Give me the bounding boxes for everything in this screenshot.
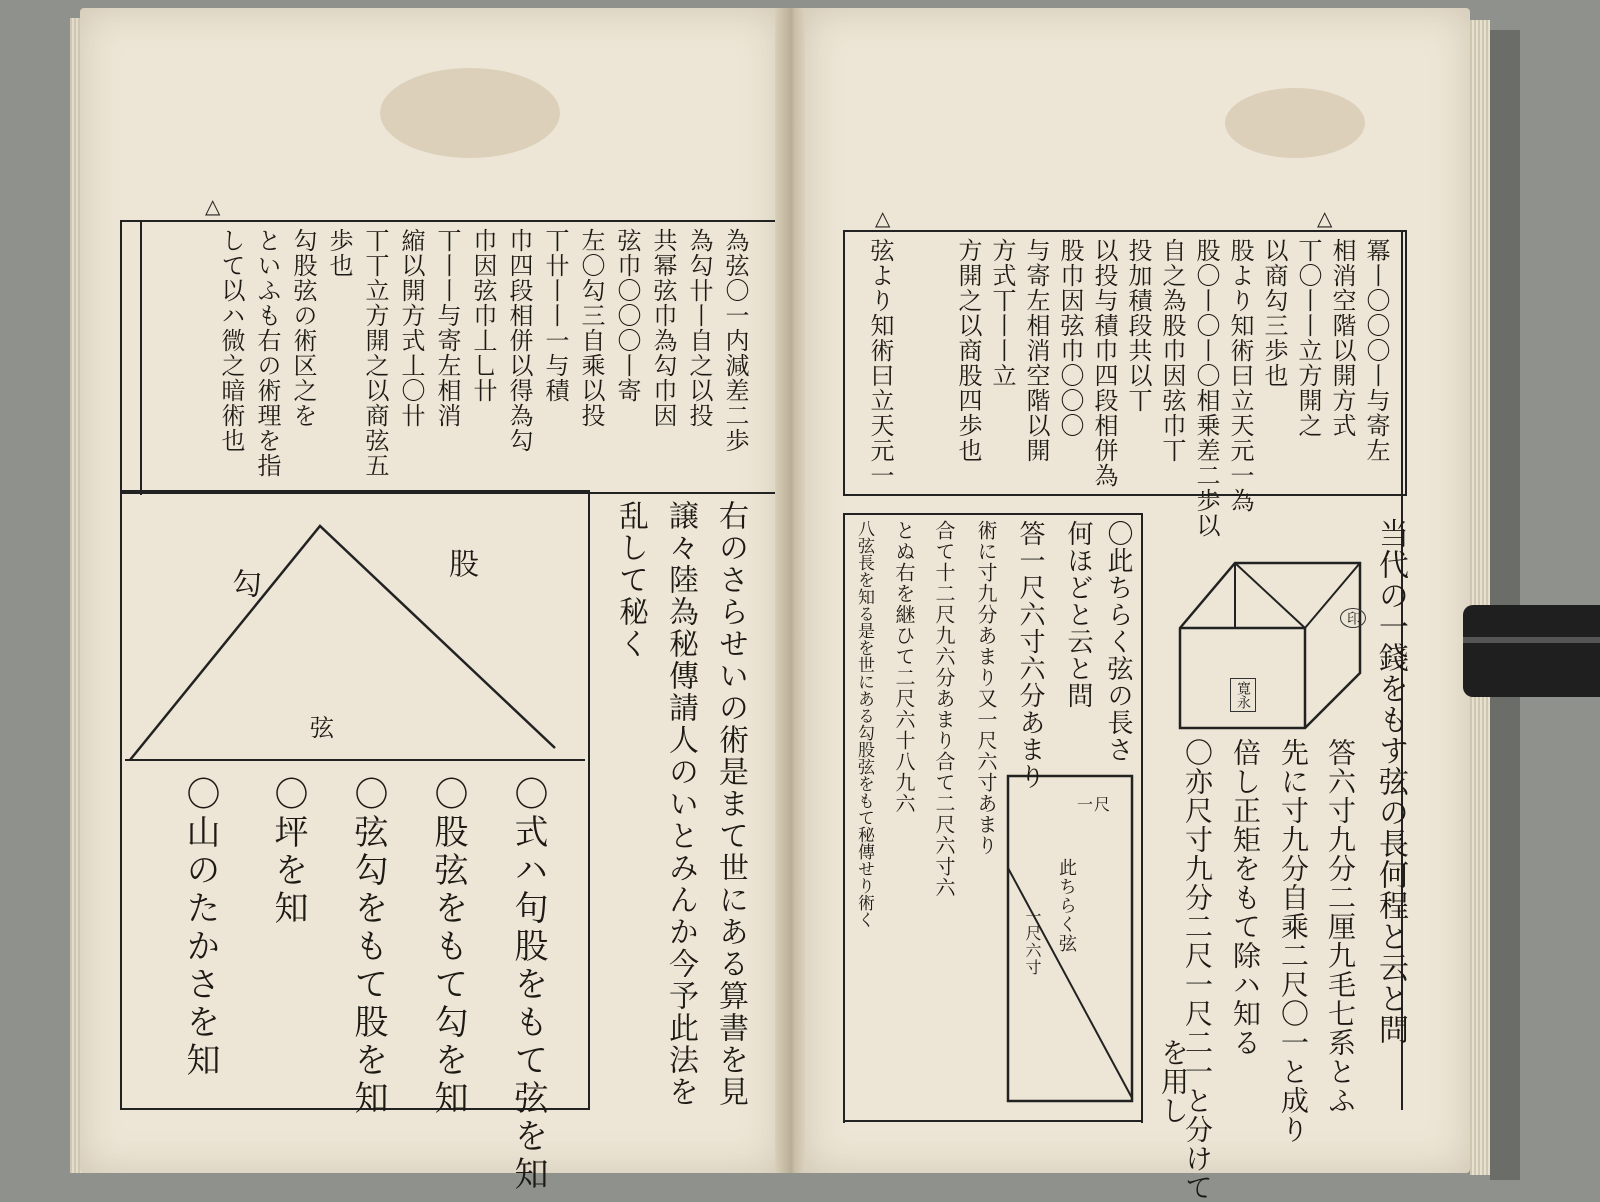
text-column: 丅丅立方開之以商弦五 bbox=[361, 228, 389, 478]
text-column: 相消空階以開方式 bbox=[1328, 238, 1356, 438]
text-column: 乱して秘く bbox=[613, 500, 648, 660]
seal-top: 印 bbox=[1340, 608, 1366, 628]
text-column: 巾因弦巾丄乚卄 bbox=[469, 228, 497, 403]
triangle-mark: △ bbox=[875, 206, 891, 230]
right-page bbox=[805, 8, 1470, 1202]
text-column: とぬ右を継ひて二尺六十八九六 bbox=[892, 520, 916, 814]
text-column: 八弦長を知る是を世にある勾股弦をもて秘傳せり術く bbox=[854, 520, 874, 928]
page-clip-band bbox=[1463, 637, 1600, 643]
triangle-label-ku: 股 bbox=[443, 548, 478, 582]
text-column: 丅〇丨丨立方開之 bbox=[1294, 238, 1322, 438]
text-column: 弦より知術曰立天元一 bbox=[866, 238, 894, 488]
text-column: 共幂弦巾為勾巾因 bbox=[649, 228, 677, 428]
triangle-diagram bbox=[120, 498, 590, 768]
text-column: 当代の一錢をもす弦の長何程と云と問 bbox=[1373, 518, 1408, 1045]
rect-label-side: 一尺六寸 bbox=[1023, 908, 1042, 976]
text-column: 自之為股巾因弦巾丅 bbox=[1158, 238, 1186, 463]
text-column: 右のさらせいの術是まて世にある算書を見 bbox=[713, 500, 748, 1108]
text-column: 先に寸九分自乘二尺〇一と成り bbox=[1277, 738, 1310, 1144]
text-column: 為弦〇一内減差二歩 bbox=[721, 228, 749, 453]
rect-label-diag: 此ちらく弦 bbox=[1056, 858, 1077, 953]
text-column: 縮以開方式丄〇卄 bbox=[397, 228, 425, 428]
page-clip bbox=[1463, 605, 1600, 697]
rule bbox=[843, 1120, 1143, 1122]
text-column: 巾四段相併以得為勾 bbox=[505, 228, 533, 453]
text-column: 歩也 bbox=[325, 228, 353, 278]
box-figure bbox=[1165, 523, 1385, 733]
seal-front: 寛永 bbox=[1230, 678, 1256, 712]
background-bottom bbox=[0, 1175, 1600, 1200]
text-column: 答六寸九分二厘九毛七系とふ bbox=[1324, 738, 1357, 1115]
background bbox=[0, 0, 70, 1200]
list-item: 〇坪を知 bbox=[268, 776, 308, 928]
text-column: 勾股弦の術区之を bbox=[289, 228, 317, 428]
page-edges-right bbox=[1470, 20, 1490, 1175]
rule bbox=[120, 490, 590, 492]
rule bbox=[1141, 513, 1143, 1123]
left-page bbox=[80, 8, 780, 1194]
text-column: 為勾卄丨自之以投 bbox=[685, 228, 713, 428]
text-column: 答一尺六寸六分あまり bbox=[1015, 520, 1045, 790]
triangle-label-gou: 勾 bbox=[226, 568, 261, 602]
text-column: 〇亦尺寸九分二尺一尺二一と分けて bbox=[1181, 738, 1214, 1202]
text-column: 左〇勾三自乘以投 bbox=[577, 228, 605, 428]
text-column: 股より知術曰立天元一為 bbox=[1226, 238, 1254, 513]
text-column: 弦巾〇〇〇丨寄 bbox=[613, 228, 641, 403]
text-column: を用し bbox=[1157, 1038, 1190, 1125]
triangle-mark: △ bbox=[1317, 206, 1333, 230]
rect-label-top: 一尺 bbox=[1077, 795, 1112, 814]
rule bbox=[843, 513, 1143, 515]
text-column: 与寄左相消空階以開 bbox=[1022, 238, 1050, 463]
text-column: 丅丨丨与寄左相消 bbox=[433, 228, 461, 428]
text-column: 以商勾三歩也 bbox=[1260, 238, 1288, 388]
text-column: 術に寸九分あまり又一尺六寸あまり bbox=[974, 520, 998, 856]
text-column: 合て十二尺九六分あまり合て二尺六寸六 bbox=[932, 520, 956, 898]
text-column: 丅卄丨丨一与積 bbox=[541, 228, 569, 403]
text-column: 股〇丨〇丨〇相乗差二歩以 bbox=[1192, 238, 1220, 538]
text-column: 股巾因弦巾〇〇〇 bbox=[1056, 238, 1084, 438]
open-book bbox=[70, 8, 1490, 1202]
list-item: 〇弦勾をもて股を知 bbox=[348, 776, 388, 1118]
text-column: 投加積段共以丅 bbox=[1124, 238, 1152, 413]
text-column: 以投与積巾四段相併為 bbox=[1090, 238, 1118, 488]
text-column: 何ほどと云と問 bbox=[1063, 520, 1093, 709]
text-column: 方開之以商股四歩也 bbox=[954, 238, 982, 463]
triangle-label-gen: 弦 bbox=[310, 714, 338, 742]
margin-rule bbox=[140, 220, 142, 495]
text-column: といふも右の術理を指 bbox=[253, 228, 281, 478]
text-column: して以ハ微之暗術也 bbox=[217, 228, 245, 453]
text-column: 方式丅丨丨立 bbox=[988, 238, 1016, 388]
text-column: 譲々陸為秘傳請人のいとみんか今予此法を bbox=[663, 500, 698, 1108]
list-item: 〇股弦をもて勾を知 bbox=[428, 776, 468, 1118]
rule bbox=[843, 513, 845, 1123]
list-item: 〇山のたかさを知 bbox=[180, 776, 220, 1080]
list-item: 〇式ハ句股をもて弦を知 bbox=[508, 776, 548, 1194]
text-column: 〇此ちらく弦の長さ bbox=[1103, 520, 1133, 763]
text-column: 冪丨〇〇〇丨与寄左 bbox=[1362, 238, 1390, 463]
triangle-mark: △ bbox=[205, 194, 221, 218]
text-column: 倍し正矩をもて除ハ知る bbox=[1229, 738, 1262, 1057]
